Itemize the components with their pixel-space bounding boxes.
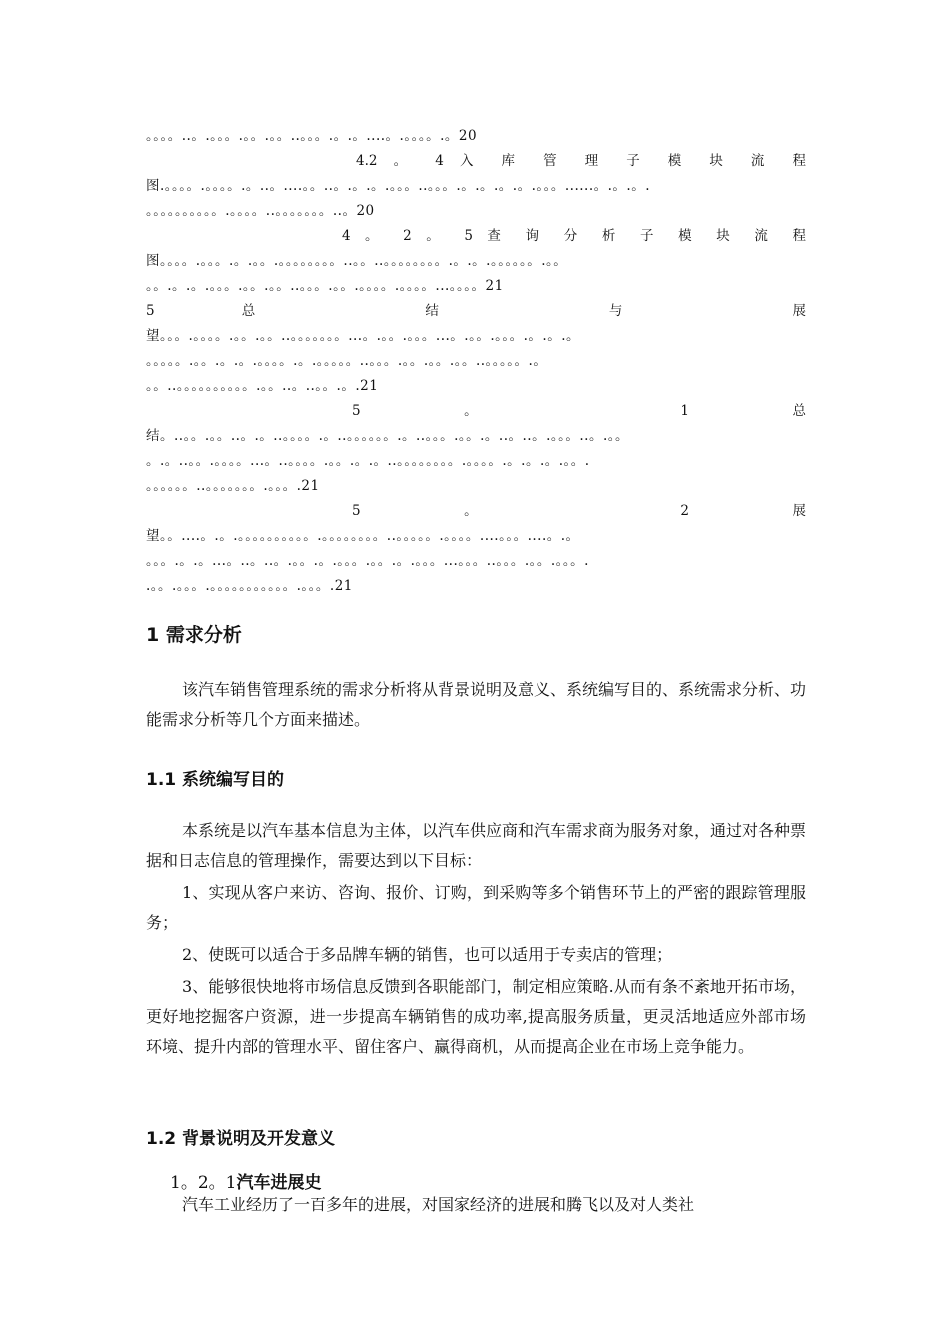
- paragraph-purpose: 本系统是以汽车基本信息为主体，以汽车供应商和汽车需求商为服务对象，通过对各种票据和日志信息的管理操作，需要达到以下目标：: [146, 821, 807, 870]
- toc-line: .。。.。。。.。。。。。。。。。。。.。。。.21: [146, 578, 353, 594]
- toc-line: 。.。..。。.。。。。...。..。。。。.。。.。.。..。。。。。。。。.。。。。.。.。.。.。。.: [146, 453, 590, 469]
- toc-line: 图.。。。。.。。。。.。..。....。。..。.。.。.。。。..。。。.。.。.。.。.。。。......。.。.。.: [146, 178, 650, 194]
- toc-line: 。。。.。.。...。..。..。.。。.。.。。。.。。.。.。。。...。。。..。。。.。。.。。。.: [146, 553, 589, 569]
- toc-entry-5-2: 5 。 2 展: [352, 503, 806, 519]
- toc-entry-4-2-5: 4 。 2 。 5 查 询 分 析 子 模 块 流 程: [342, 228, 806, 244]
- heading-title: 汽车进展史: [236, 1173, 322, 1193]
- toc-line: 。。。。。。..。。。。。。。.。。。.21: [146, 478, 320, 494]
- toc-line: 。。。。。.。。.。.。.。。。。.。.。。。。。..。。。.。。.。。.。。..。。。。。.。: [146, 353, 548, 369]
- toc-line: 望。。。.。。。。.。。.。。..。。。。。。。...。.。。.。。。...。.。。.。。。.。.。.。: [146, 328, 580, 344]
- toc-line: 望。。....。.。.。。。。。。。。。。.。。。。。。。。..。。。。。.。。。。....。。。....。.。: [146, 528, 580, 544]
- toc-line: 。。.。.。.。。。.。。.。。..。。。.。。.。。。。.。。。。...。。。。21: [146, 278, 504, 294]
- toc-line: 。。。。..。.。。。.。。.。。..。。。.。.。....。.。。。。.。20: [146, 128, 478, 144]
- toc-entry-4-2-4: 4.2 。 4 入 库 管 理 子 模 块 流 程: [356, 153, 806, 169]
- section-heading-1: 1 需求分析: [146, 624, 242, 646]
- section-heading-1-2: 1.2 背景说明及开发意义: [146, 1129, 336, 1149]
- toc-line: 。。。。。。。。。。.。。。。..。。。。。。。..。20: [146, 203, 375, 219]
- paragraph-history: 汽车工业经历了一百多年的进展，对国家经济的进展和腾飞以及对人类社: [182, 1195, 695, 1214]
- goal-item-1: 1、实现从客户来访、咨询、报价、订购，到采购等多个销售环节上的严密的跟踪管理服务；: [146, 883, 806, 932]
- toc-line: 结。..。。.。。..。.。..。。。。.。..。。。。。。.。..。。。.。。.。..。..。.。。。..。.。。: [146, 428, 629, 444]
- heading-number: 1。2。1: [170, 1173, 237, 1193]
- goal-item-3: 3、能够很快地将市场信息反馈到各职能部门，制定相应策略.从而有条不紊地开拓市场，更好地挖掘客户资源，进一步提高车辆销售的成功率,提高服务质量，更灵活地适应外部市场环境、提升内部的管理水平、留住客户、赢得商机，从而提高企业在市场上竞争能力。: [146, 977, 806, 1056]
- section-heading-1-1: 1.1 系统编写目的: [146, 770, 285, 790]
- toc-line: 。。..。。。。。。。。。。.。。..。..。。.。.21: [146, 378, 379, 394]
- toc-line: 图。。。。.。。。.。.。。.。。。。。。。。..。。..。。。。。。。。.。.。.。。。。。。.。。: [146, 253, 568, 269]
- toc-entry-5: 5 总 结 与 展: [146, 303, 806, 319]
- goal-item-2: 2、使既可以适合于多品牌车辆的销售，也可以适用于专卖店的管理；: [182, 945, 673, 964]
- toc-entry-5-1: 5 。 1 总: [352, 403, 806, 419]
- paragraph-intro: 该汽车销售管理系统的需求分析将从背景说明及意义、系统编写目的、系统需求分析、功能需求分析等几个方面来描述。: [146, 680, 807, 729]
